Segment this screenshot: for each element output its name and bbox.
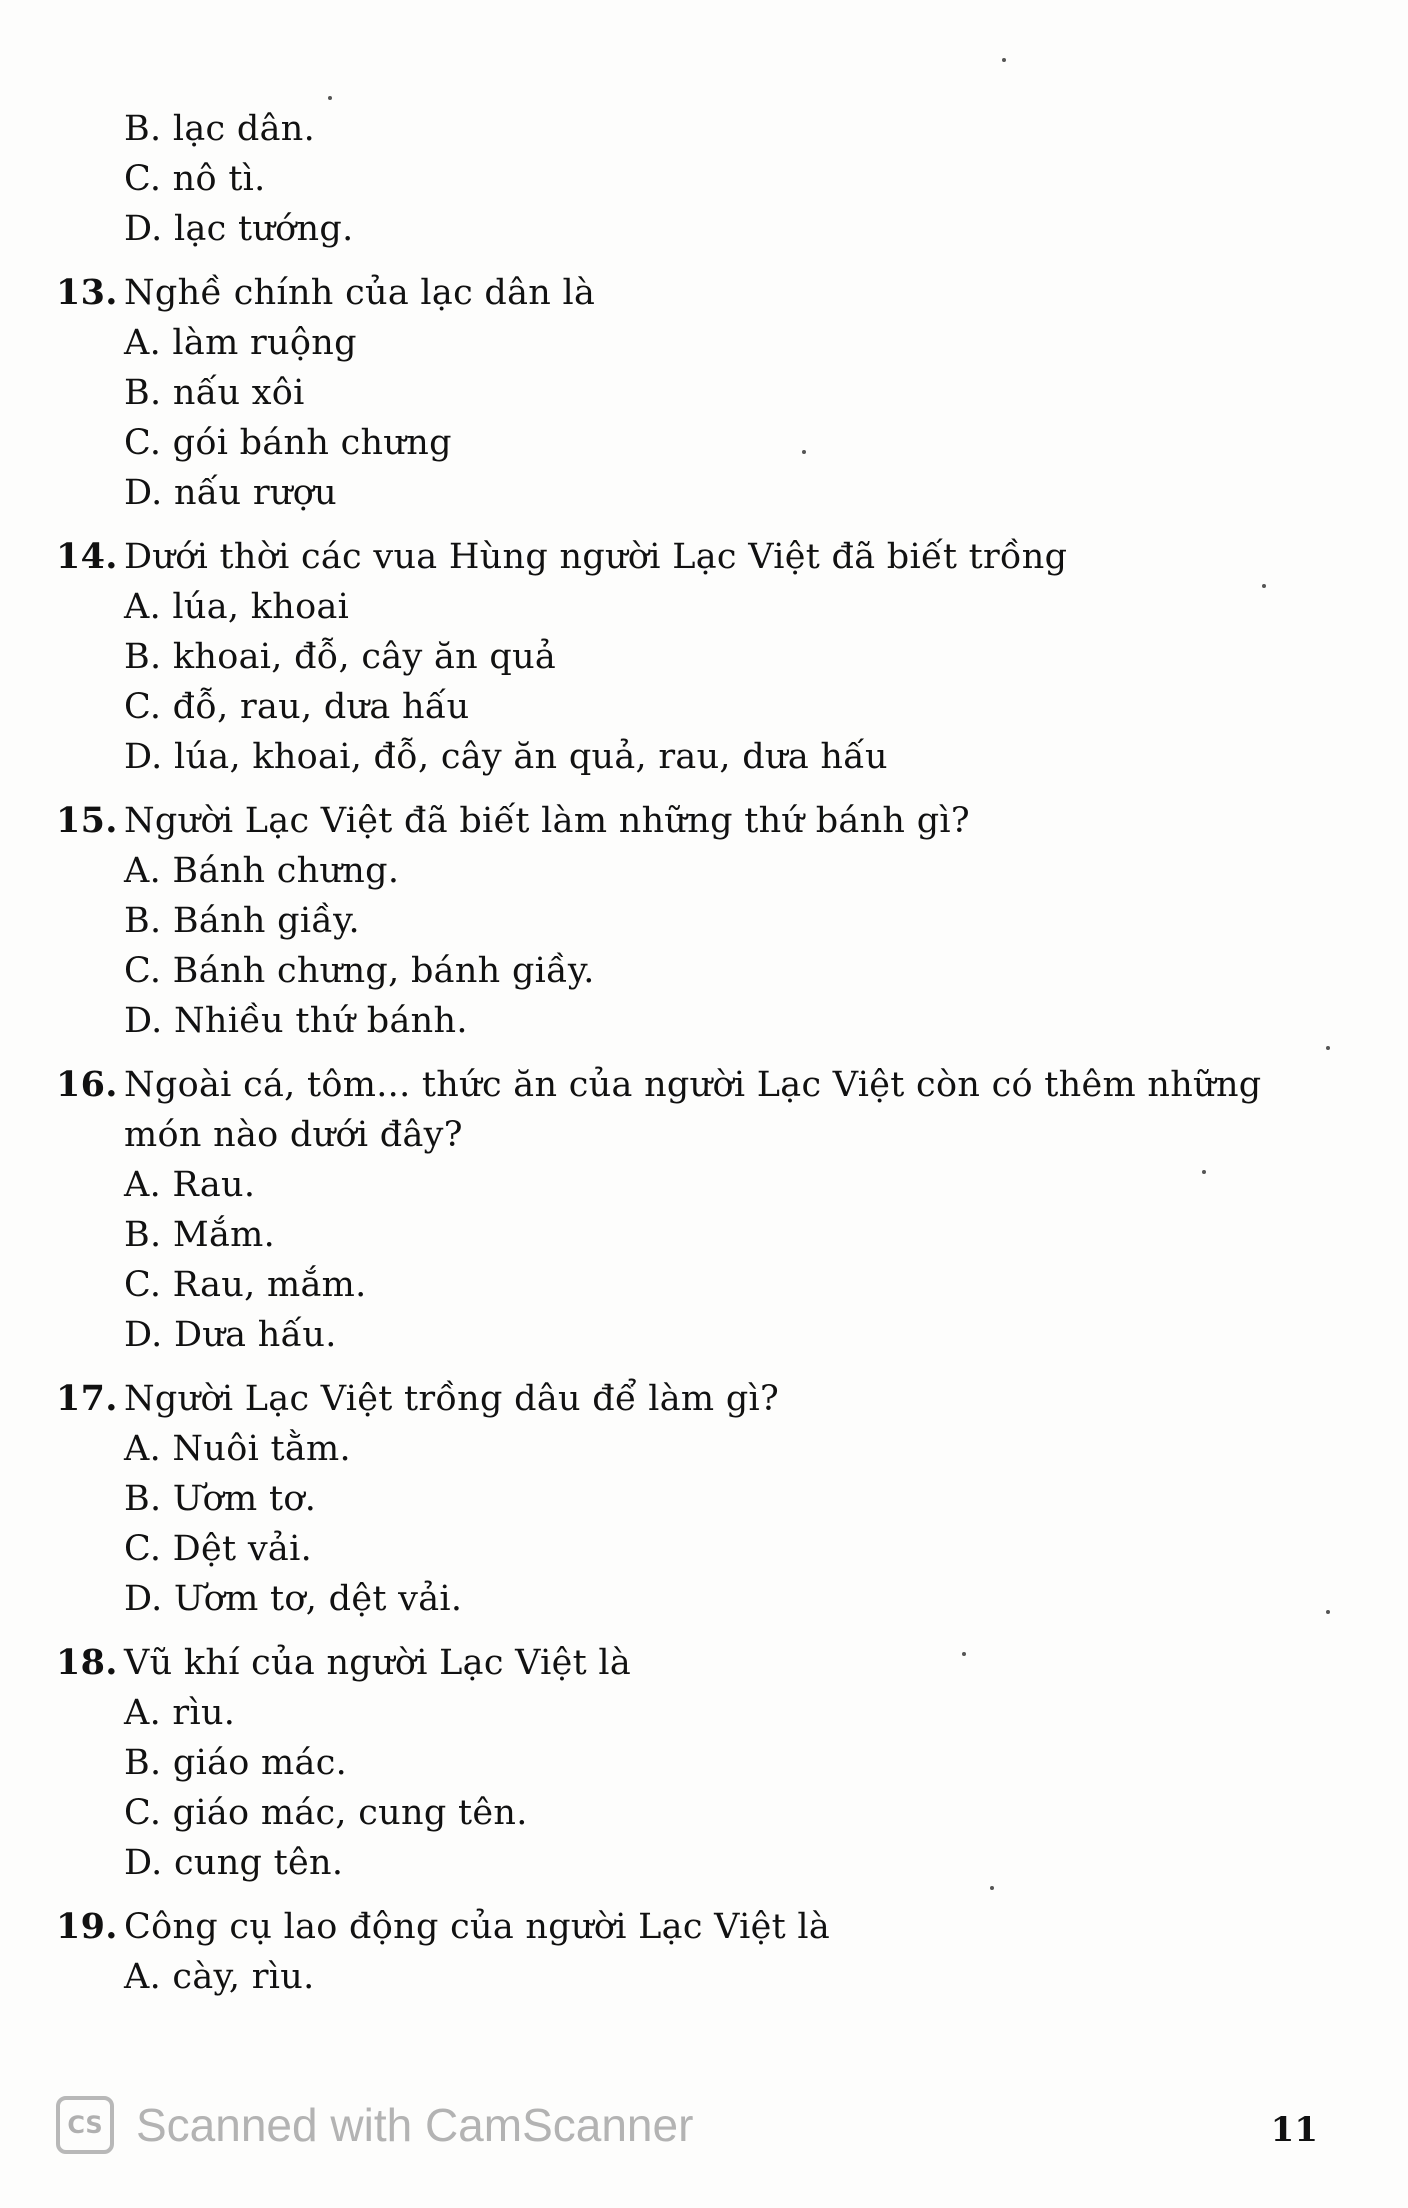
option: D. nấu rượu: [124, 473, 337, 513]
option: B. khoai, đỗ, cây ăn quả: [124, 637, 557, 677]
option: C. Bánh chưng, bánh giầy.: [124, 951, 595, 991]
prev-question-options: [56, 104, 1306, 254]
camscanner-logo-icon: CS: [56, 2096, 114, 2154]
question-number: 13.: [56, 272, 118, 313]
option: A. lúa, khoai: [124, 587, 350, 627]
question-16: [56, 1060, 1306, 1360]
option: B. Mắm.: [124, 1215, 276, 1255]
question-number: 19.: [56, 1906, 118, 1947]
scan-speck: [1326, 1046, 1330, 1050]
question-19: [56, 1902, 1306, 2002]
question-13: [56, 268, 1306, 518]
question-list: [56, 104, 1306, 2002]
page-footer: [56, 2090, 1356, 2170]
option: A. làm ruộng: [124, 323, 357, 363]
option: C. Rau, mắm.: [124, 1265, 367, 1305]
watermark-text: Scanned with CamScanner: [136, 2099, 694, 2151]
question-18: [56, 1638, 1306, 1888]
option: C. nô tì.: [124, 159, 266, 199]
option: C. gói bánh chưng: [124, 423, 452, 463]
option: D. lúa, khoai, đỗ, cây ăn quả, rau, dưa hấu: [124, 737, 888, 777]
option: D. lạc tướng.: [124, 209, 354, 249]
option: D. cung tên.: [124, 1843, 344, 1883]
question-number: 14.: [56, 536, 118, 577]
question-text: Dưới thời các vua Hùng người Lạc Việt đã biết trồng: [124, 537, 1068, 577]
option: A. Nuôi tằm.: [124, 1429, 351, 1469]
option: C. Dệt vải.: [124, 1529, 313, 1569]
option: A. cày, rìu.: [124, 1957, 315, 1997]
question-15: [56, 796, 1306, 1046]
option: B. Ươm tơ.: [124, 1479, 317, 1519]
question-number: 17.: [56, 1378, 118, 1419]
option: A. Bánh chưng.: [124, 851, 400, 891]
option: D. Dưa hấu.: [124, 1315, 337, 1355]
scan-speck: [328, 96, 332, 100]
scan-speck: [1002, 58, 1006, 62]
option: B. nấu xôi: [124, 373, 305, 413]
option: A. Rau.: [124, 1165, 256, 1205]
question-text: Nghề chính của lạc dân là: [124, 273, 596, 313]
question-number: 15.: [56, 800, 118, 841]
option: B. giáo mác.: [124, 1743, 348, 1783]
option: B. Bánh giầy.: [124, 901, 360, 941]
question-14: [56, 532, 1306, 782]
question-text: Vũ khí của người Lạc Việt là: [124, 1643, 632, 1683]
page-number: 11: [1270, 2110, 1318, 2150]
question-text: Người Lạc Việt trồng dâu để làm gì?: [124, 1379, 780, 1419]
option: D. Ươm tơ, dệt vải.: [124, 1579, 463, 1619]
option: B. lạc dân.: [124, 109, 315, 149]
question-17: [56, 1374, 1306, 1624]
option: A. rìu.: [124, 1693, 236, 1733]
scan-speck: [1326, 1610, 1330, 1614]
question-number: 16.: [56, 1064, 118, 1105]
option: D. Nhiều thứ bánh.: [124, 1001, 468, 1041]
option: C. giáo mác, cung tên.: [124, 1793, 528, 1833]
question-number: 18.: [56, 1642, 118, 1683]
question-text: Công cụ lao động của người Lạc Việt là: [124, 1907, 831, 1947]
question-text: Ngoài cá, tôm... thức ăn của người Lạc Việt còn có thêm những món nào dưới đây?: [124, 1065, 1262, 1155]
question-text: Người Lạc Việt đã biết làm những thứ bánh gì?: [124, 801, 970, 841]
option: C. đỗ, rau, dưa hấu: [124, 687, 470, 727]
